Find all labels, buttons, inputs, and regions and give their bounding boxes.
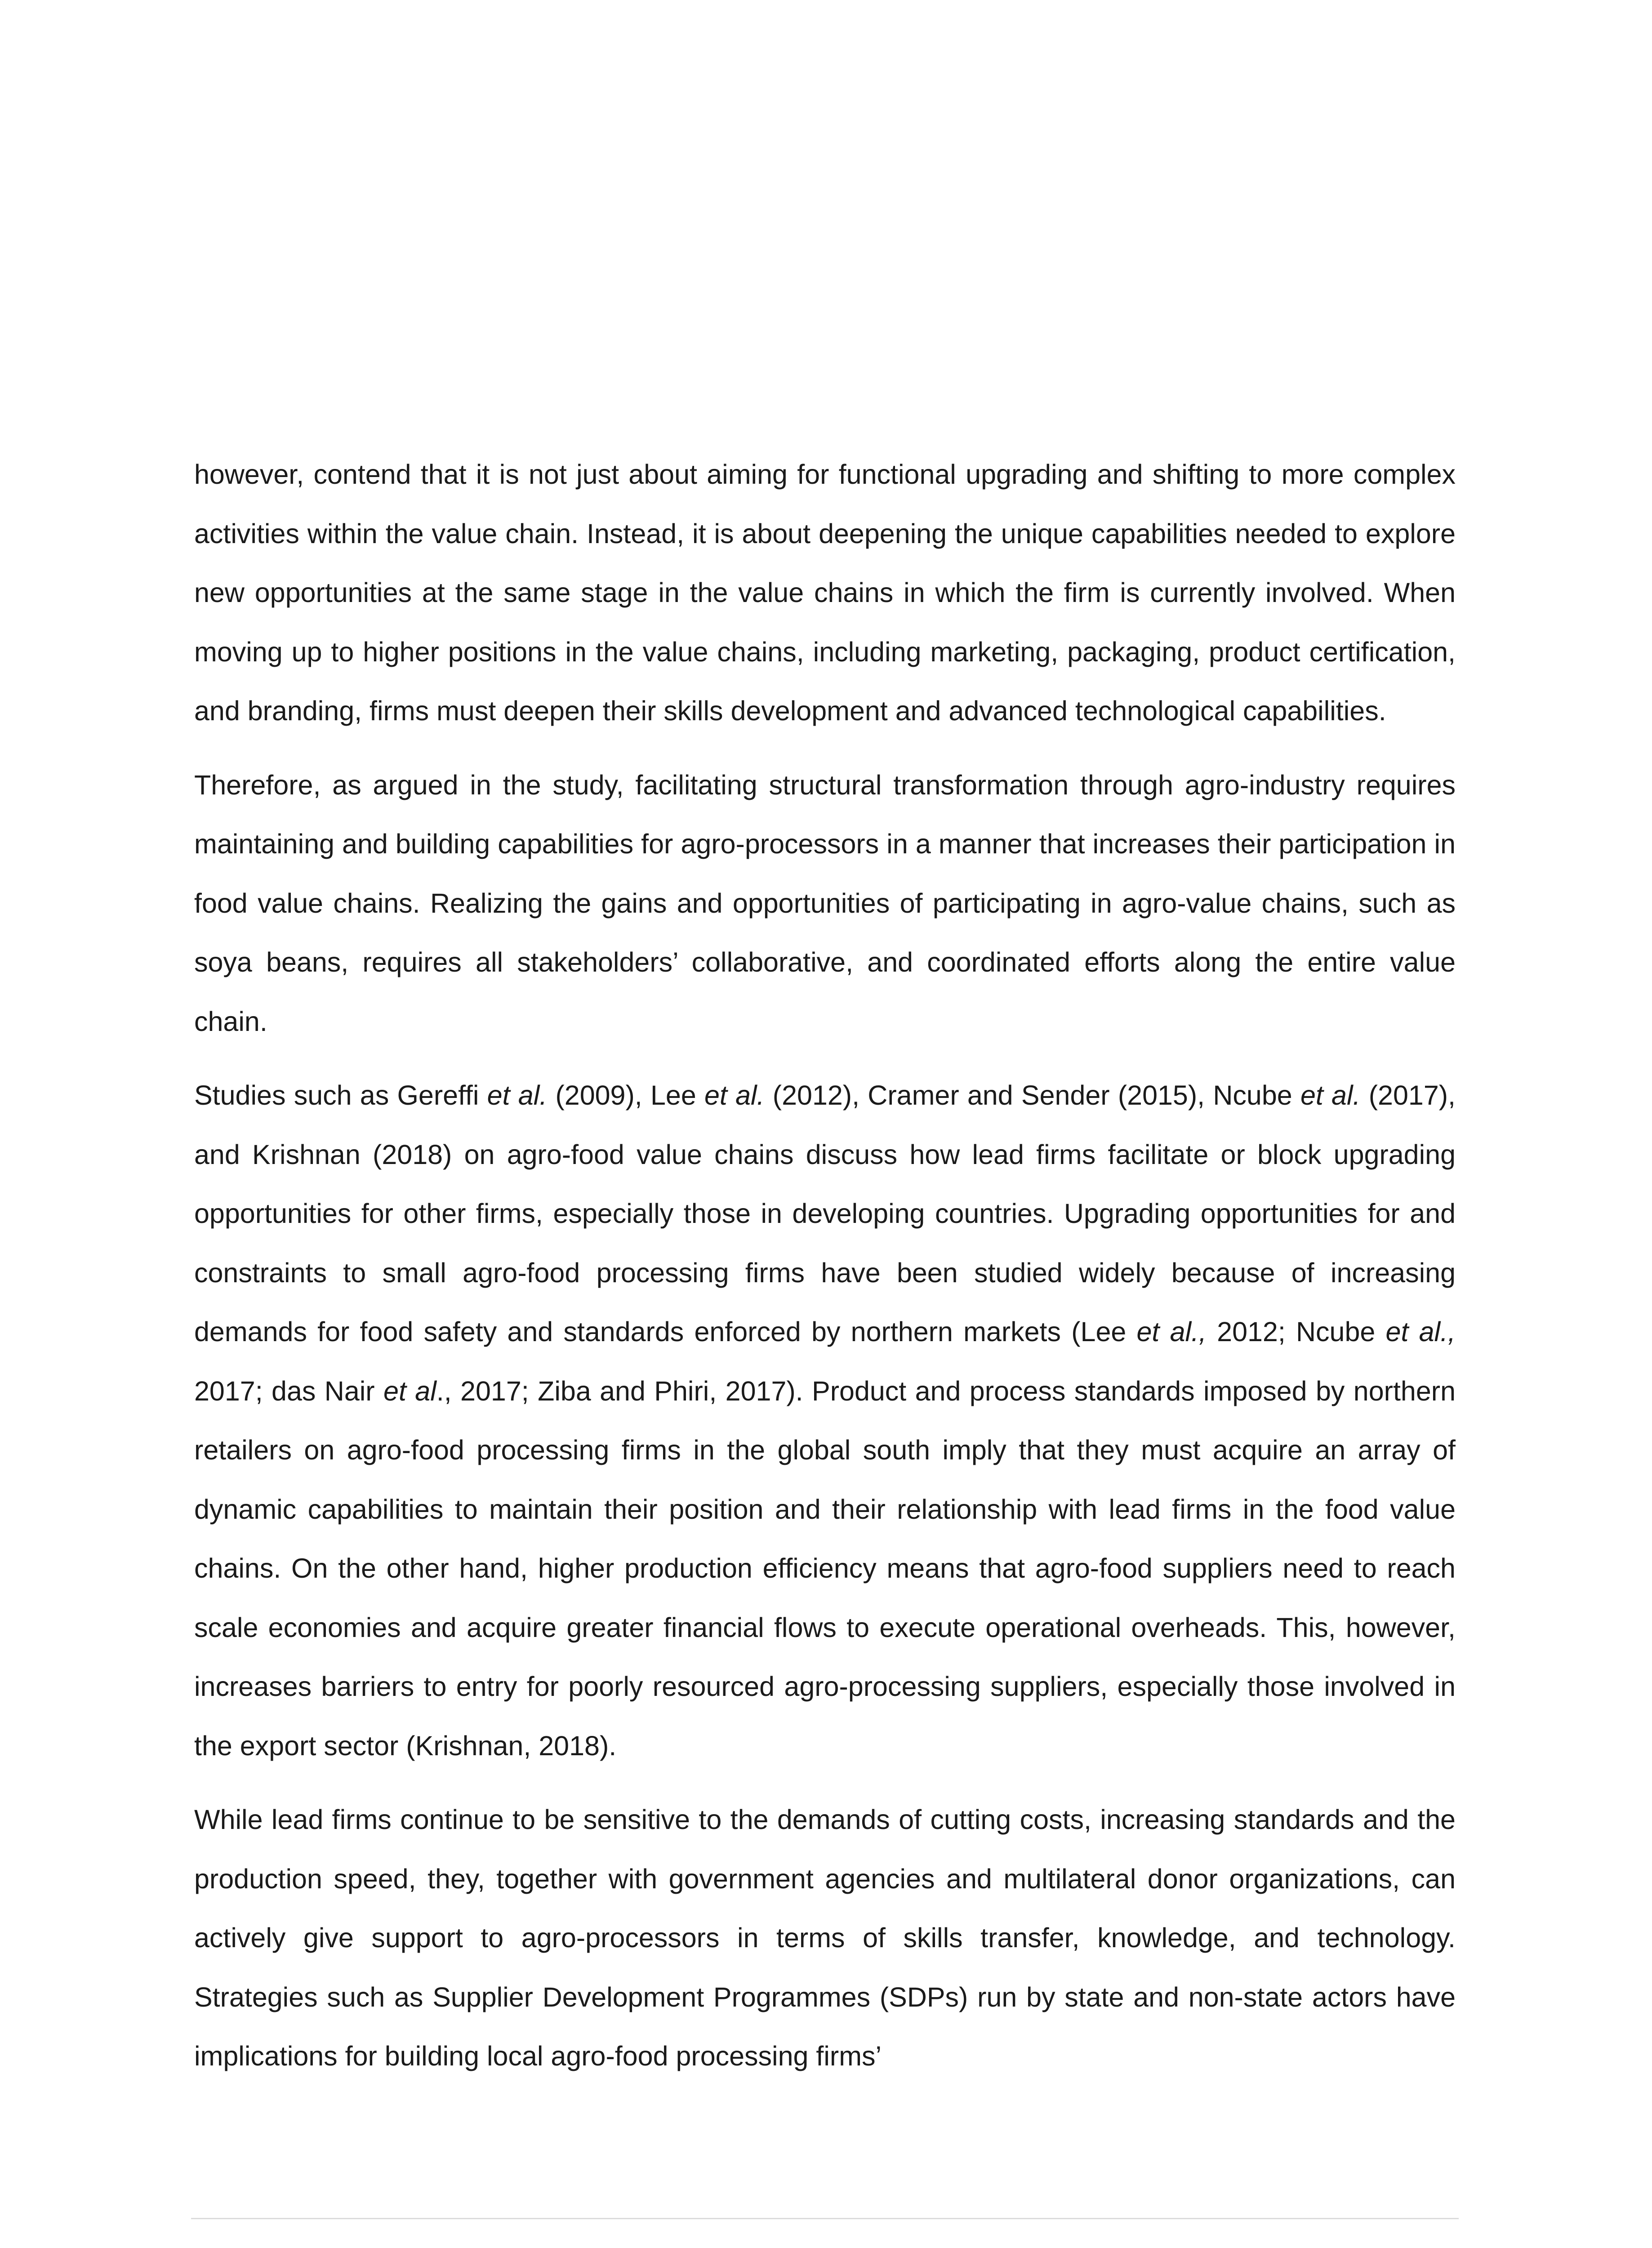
paragraph (194, 1790, 1456, 2086)
text-run: 2012; Ncube (1206, 1316, 1386, 1347)
footer-divider (191, 2218, 1459, 2219)
text-run: (2009), Lee (547, 1080, 704, 1111)
text-run: 2017; das Nair (194, 1375, 384, 1406)
paragraph (194, 445, 1456, 741)
text-run: (2017), and Krishnan (2018) on agro-food value chains discuss how lead firms facilitate or block upgrading opportunities for other firms, especially those in developing countries. Upgrading opportunities for and constraints to small agro-food processing firms have been studied widely because of increasing demands for food safety and standards enforced by northern markets (Lee (194, 1080, 1456, 1347)
italic-text: et al. (1300, 1080, 1361, 1111)
italic-text: et al. (704, 1080, 765, 1111)
italic-text: et al. (487, 1080, 548, 1111)
body-text (194, 445, 1456, 2086)
paragraph (194, 1066, 1456, 1775)
italic-text: et al (383, 1375, 436, 1406)
text-run: Therefore, as argued in the study, facilitating structural transformation through agro-industry requires maintaining and building capabilities for agro-processors in a manner that increases their participation in food value chains. Realizing the gains and opportunities of participating in agro-value chains, such as soya beans, requires all stakeholders’ collaborative, and coordinated efforts along the entire value chain. (194, 769, 1456, 1037)
paragraph (194, 756, 1456, 1052)
text-run: ., 2017; Ziba and Phiri, 2017). Product and process standards imposed by northern retailers on agro-food processing firms in the global south imply that they must acquire an array of dynamic capabilities to maintain their position and their relationship with lead firms in the food value chains. On the other hand, higher production efficiency means that agro-food suppliers need to reach scale economies and acquire greater financial flows to execute operational overheads. This, however, increases barriers to entry for poorly resourced agro-processing suppliers, especially those involved in the export sector (Krishnan, 2018). (194, 1375, 1456, 1761)
italic-text: et al., (1136, 1316, 1207, 1347)
italic-text: et al., (1385, 1316, 1456, 1347)
text-run: (2012), Cramer and Sender (2015), Ncube (764, 1080, 1300, 1111)
text-run: Studies such as Gereffi (194, 1080, 487, 1111)
text-run: While lead firms continue to be sensitive to the demands of cutting costs, increasing standards and the production speed, they, together with government agencies and multilateral donor organizations, can actively give support to agro-processors in terms of skills transfer, knowledge, and technology. Strategies such as Supplier Development Programmes (SDPs) run by state and non-state actors have implications for building local agro-food processing firms’ (194, 1804, 1456, 2071)
text-run: however, contend that it is not just about aiming for functional upgrading and shifting to more complex activities within the value chain. Instead, it is about deepening the unique capabilities needed to explore new opportunities at the same stage in the value chains in which the firm is currently involved. When moving up to higher positions in the value chains, including marketing, packaging, product certification, and branding, firms must deepen their skills development and advanced technological capabilities. (194, 459, 1456, 726)
